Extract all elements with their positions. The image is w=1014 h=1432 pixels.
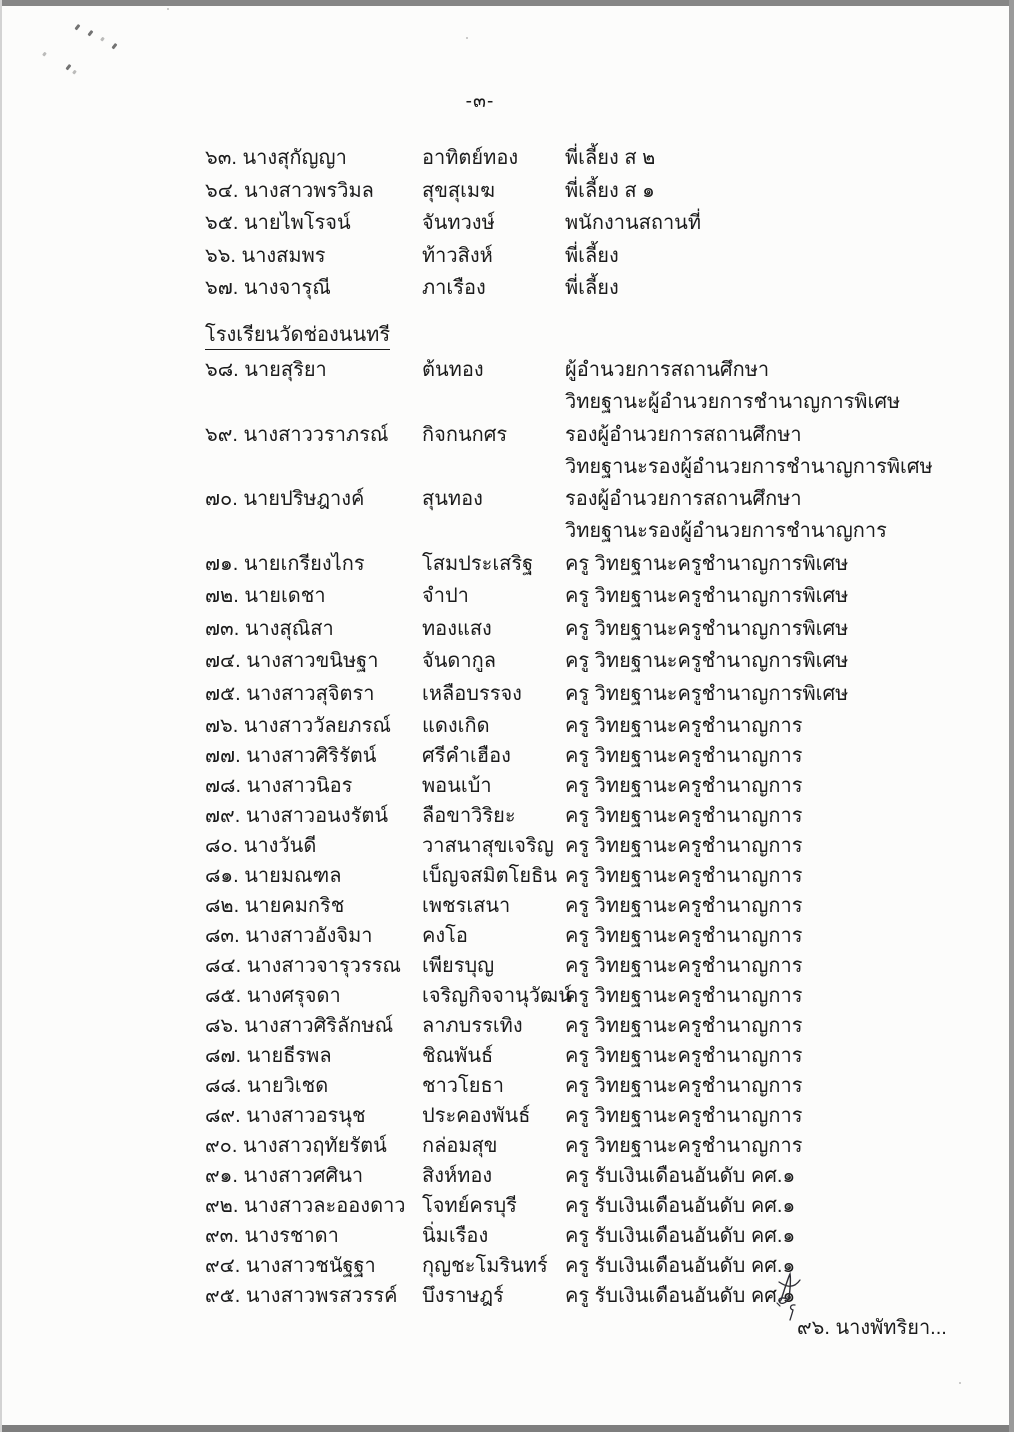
table-row (205, 773, 965, 803)
surname-cell: ลาภบรรเทิง (422, 1015, 523, 1037)
table-row (205, 486, 965, 551)
row-number: ๖๗. (205, 277, 239, 299)
name-cell (205, 145, 347, 171)
row-number: ๘๘. (205, 1075, 242, 1097)
pencil-mark (87, 30, 93, 36)
position-line-1: ครู วิทยฐานะครูชำนาญการ (565, 745, 803, 767)
table-row (205, 1013, 965, 1043)
name-cell (205, 178, 374, 204)
name-cell (205, 1253, 376, 1279)
first-name: นางสาวอรนุช (246, 1105, 366, 1127)
position-line-1: ครู วิทยฐานะครูชำนาญการ (565, 1015, 803, 1037)
position-line-2: วิทยฐานะรองผู้อำนวยการชำนาญการ (565, 520, 887, 543)
scan-edge-left (0, 0, 2, 1432)
table-row (205, 681, 965, 714)
surname-cell: ภาเรือง (422, 277, 486, 299)
table-row (205, 178, 965, 211)
position-line-1: รองผู้อำนวยการสถานศึกษา (565, 423, 802, 446)
surname-cell: ชิณพันธ์ (422, 1045, 494, 1067)
position-line-1: ครู วิทยฐานะครูชำนาญการ (565, 1105, 803, 1127)
name-cell (205, 1193, 406, 1219)
position-cell (565, 1043, 802, 1069)
name-cell (205, 833, 316, 859)
first-name: นางสาวจารุวรรณ (246, 955, 401, 977)
position-cell (565, 486, 887, 551)
surname-cell: คงโอ (422, 925, 468, 947)
first-name: นายไพโรจน์ (243, 212, 351, 234)
position-cell (565, 648, 848, 674)
row-number: ๘๖. (205, 1015, 239, 1037)
name-cell (205, 713, 391, 739)
surname-cell: แดงเกิด (422, 715, 490, 737)
first-name: นางสาววราภรณ์ (243, 423, 389, 446)
position-cell (565, 773, 802, 799)
position-line-1: รองผู้อำนวยการสถานศึกษา (565, 488, 802, 510)
name-cell (205, 1013, 393, 1039)
surname-cell: จันดากูล (422, 650, 496, 672)
first-name: นางสาวฤทัยรัตน์ (242, 1135, 387, 1157)
first-name: นายสุริยา (244, 359, 327, 381)
surname-cell: ศรีคำเฮือง (422, 745, 511, 767)
position-cell (565, 863, 802, 889)
table-row (205, 1103, 965, 1133)
page-number: -๓- (465, 91, 495, 112)
surname-cell: เพชรเสนา (422, 895, 511, 917)
staff-list-top (205, 145, 965, 308)
pencil-mark (100, 37, 104, 42)
position-line-1: ครู วิทยฐานะครูชำนาญการ (565, 835, 803, 857)
position-cell (565, 357, 900, 422)
first-name: นายปริษฎางค์ (243, 488, 365, 510)
name-cell (205, 551, 365, 577)
table-row (205, 923, 965, 953)
table-row (205, 1193, 965, 1223)
name-cell (205, 357, 327, 383)
name-cell (205, 1073, 328, 1099)
table-row (205, 616, 965, 649)
name-cell (205, 275, 331, 301)
position-line-1: ครู วิทยฐานะครูชำนาญการพิเศษ (565, 552, 849, 575)
first-name: นางสุกัญญา (242, 147, 347, 169)
surname-cell: จำปา (422, 585, 469, 607)
position-line-1: ครู วิทยฐานะครูชำนาญการ (565, 1075, 803, 1097)
first-name: นางสาวพรสวรรค์ (245, 1285, 398, 1307)
name-cell (205, 773, 352, 799)
first-name: นายคมกริช (244, 895, 345, 917)
position-line-1: ครู รับเงินเดือนอันดับ คศ.๑ (565, 1225, 796, 1247)
name-cell (205, 1163, 363, 1189)
position-cell (565, 983, 802, 1009)
position-cell (565, 713, 802, 739)
row-number: ๘๕. (205, 985, 242, 1007)
table-row (205, 833, 965, 863)
position-line-1: พี่เลี้ยง (565, 277, 619, 299)
row-number: ๘๒. (205, 895, 240, 917)
section-header-school (205, 322, 390, 350)
school-name: โรงเรียนวัดช่องนนทรี (205, 322, 390, 350)
first-name: นางสาวนิอร (246, 775, 353, 797)
row-number: ๘๐. (205, 835, 239, 857)
name-cell (205, 616, 334, 642)
position-line-1: ครู วิทยฐานะครูชำนาญการ (565, 985, 803, 1007)
surname-cell: ท้าวสิงห์ (422, 244, 493, 267)
row-number: ๗๓. (205, 617, 240, 640)
first-name: นางสาวอนงรัตน์ (245, 805, 388, 827)
position-cell (565, 1103, 802, 1129)
surname-cell: สิงห์ทอง (422, 1165, 493, 1187)
position-cell (565, 1253, 795, 1279)
table-row (205, 1253, 965, 1283)
table-row (205, 893, 965, 923)
position-line-1: ครู วิทยฐานะครูชำนาญการ (565, 1135, 803, 1157)
table-row (205, 357, 965, 422)
position-line-1: ครู วิทยฐานะครูชำนาญการ (565, 775, 803, 797)
name-cell (205, 486, 364, 512)
first-name: นางสาววัลยภรณ์ (243, 715, 391, 737)
pencil-mark (72, 70, 76, 75)
surname-cell: ชาวโยธา (422, 1075, 504, 1097)
position-line-1: ครู รับเงินเดือนอันดับ คศ.๑ (565, 1165, 796, 1187)
name-cell (205, 648, 378, 674)
table-row (205, 243, 965, 276)
first-name: นางสาวศศินา (243, 1165, 364, 1187)
first-name: นางสุณิสา (244, 617, 334, 640)
continuation-note: ๙๖. นางพัทริยา... (797, 1317, 947, 1339)
first-name: นายเกรียงไกร (243, 552, 365, 575)
position-line-1: ครู วิทยฐานะครูชำนาญการพิเศษ (565, 585, 849, 607)
table-row (205, 983, 965, 1013)
position-line-1: ครู วิทยฐานะครูชำนาญการ (565, 805, 803, 827)
table-row (205, 210, 965, 243)
name-cell (205, 893, 344, 919)
table-row (205, 551, 965, 584)
position-line-1: ครู วิทยฐานะครูชำนาญการพิเศษ (565, 617, 849, 640)
position-cell (565, 803, 802, 829)
row-number: ๗๙. (205, 805, 241, 827)
position-line-1: พี่เลี้ยง (565, 244, 619, 267)
surname-cell: อาทิตย์ทอง (422, 147, 519, 169)
position-cell (565, 243, 619, 269)
position-cell (565, 1073, 802, 1099)
first-name: นางสาวอังจิมา (245, 925, 373, 947)
first-name: นางวันดี (243, 835, 317, 857)
surname-cell: ต้นทอง (422, 359, 484, 381)
position-line-1: พี่เลี้ยง ส ๒ (565, 147, 656, 169)
surname-cell: เบ็ญจสมิตโยธิน (422, 865, 558, 887)
table-row (205, 275, 965, 308)
row-number: ๘๔. (205, 955, 242, 977)
pencil-mark (111, 43, 117, 49)
first-name: นายเดชา (244, 585, 326, 607)
position-line-1: ครู วิทยฐานะครูชำนาญการ (565, 865, 803, 887)
surname-cell: จันทวงษ์ (422, 212, 495, 234)
position-cell (565, 616, 848, 642)
position-cell (565, 1283, 795, 1309)
position-cell (565, 145, 655, 171)
table-row (205, 953, 965, 983)
row-number: ๗๔. (205, 650, 241, 672)
position-cell (565, 893, 802, 919)
surname-cell: เจริญกิจจานุวัฒน์ (422, 985, 572, 1007)
surname-cell: บึงราษฎร์ (422, 1285, 504, 1307)
row-number: ๘๓. (205, 925, 240, 947)
position-cell (565, 743, 802, 769)
position-cell (565, 681, 848, 707)
name-cell (205, 953, 401, 979)
first-name: นางสาวชนัฐฐา (245, 1255, 376, 1277)
pencil-mark (959, 1382, 961, 1384)
table-row (205, 145, 965, 178)
pencil-mark (65, 64, 71, 70)
position-cell (565, 422, 933, 487)
position-line-1: ครู วิทยฐานะครูชำนาญการ (565, 895, 803, 917)
row-number: ๗๑. (205, 552, 239, 575)
pencil-mark (167, 8, 169, 10)
first-name: นางสาวศิริลักษณ์ (244, 1015, 394, 1037)
scan-edge-bottom (0, 1425, 1014, 1432)
row-number: ๙๒. (205, 1195, 239, 1217)
row-number: ๖๘. (205, 359, 239, 381)
position-line-1: ครู รับเงินเดือนอันดับ คศ.๑ (565, 1195, 796, 1217)
position-cell (565, 1163, 795, 1189)
name-cell (205, 422, 389, 448)
position-cell (565, 1193, 795, 1219)
name-cell (205, 983, 341, 1009)
position-cell (565, 178, 655, 204)
table-row (205, 743, 965, 773)
first-name: นายมณฑล (244, 865, 342, 887)
position-cell (565, 953, 802, 979)
surname-cell: สุนทอง (422, 488, 483, 510)
name-cell (205, 243, 326, 269)
surname-cell: เพียรบุญ (422, 955, 495, 977)
first-name: นางสาวละอองดาว (243, 1195, 406, 1217)
first-name: นางสาวศิริรัตน์ (246, 745, 377, 767)
first-name: นางสาวสุจิตรา (246, 682, 375, 705)
surname-cell: ประคองพันธ์ (422, 1105, 531, 1127)
table-row (205, 648, 965, 681)
position-line-1: ครู วิทยฐานะครูชำนาญการ (565, 955, 803, 977)
table-row (205, 422, 965, 487)
name-cell (205, 803, 388, 829)
row-number: ๗๐. (205, 488, 238, 510)
row-number: ๖๔. (205, 179, 239, 202)
name-cell (205, 210, 351, 236)
first-name: นายธีรพล (246, 1045, 332, 1067)
table-row (205, 583, 965, 616)
name-cell (205, 923, 372, 949)
surname-cell: พอนเบ้า (422, 775, 492, 797)
row-number: ๗๗. (205, 745, 241, 767)
position-cell (565, 923, 802, 949)
position-cell (565, 1133, 802, 1159)
surname-cell: โสมประเสริฐ (422, 552, 534, 575)
pencil-mark (42, 52, 46, 57)
position-cell (565, 275, 619, 301)
surname-cell: โจทย์ครบุรี (422, 1195, 517, 1217)
position-line-1: ครู รับเงินเดือนอันดับ คศ.๑ (565, 1255, 796, 1277)
surname-cell: กุญชะโมรินทร์ (422, 1255, 548, 1277)
row-number: ๖๕. (205, 212, 239, 234)
row-number: ๖๙. (205, 423, 238, 446)
row-number: ๖๓. (205, 147, 237, 169)
staff-list-school (205, 357, 965, 1313)
first-name: นางรชาดา (244, 1225, 339, 1247)
table-row (205, 1073, 965, 1103)
pencil-mark (74, 24, 80, 30)
first-name: นางสมพร (241, 244, 326, 267)
surname-cell: นิ่มเรือง (422, 1225, 489, 1247)
name-cell (205, 681, 375, 707)
first-name: นางสาวขนิษฐา (246, 650, 379, 672)
surname-cell: กิจกนกศร (422, 423, 508, 446)
name-cell (205, 1283, 397, 1309)
position-line-1: ครู วิทยฐานะครูชำนาญการพิเศษ (565, 650, 849, 672)
position-line-1: ครู วิทยฐานะครูชำนาญการ (565, 1045, 803, 1067)
row-number: ๙๑. (205, 1165, 238, 1187)
pencil-mark (466, 37, 468, 39)
name-cell (205, 583, 326, 609)
position-line-1: ครู วิทยฐานะครูชำนาญการ (565, 715, 803, 737)
position-line-1: ครู วิทยฐานะครูชำนาญการ (565, 925, 803, 947)
position-cell (565, 833, 802, 859)
position-line-1: ครู รับเงินเดือนอันดับ คศ.๑ (565, 1285, 796, 1307)
scan-edge-top (0, 0, 1014, 6)
row-number: ๙๓. (205, 1225, 239, 1247)
name-cell (205, 1103, 366, 1129)
name-cell (205, 1133, 387, 1159)
row-number: ๗๕. (205, 682, 241, 705)
table-row (205, 1133, 965, 1163)
name-cell (205, 1223, 339, 1249)
table-row (205, 1043, 965, 1073)
row-number: ๘๗. (205, 1045, 242, 1067)
table-row (205, 1283, 965, 1313)
position-line-2: วิทยฐานะรองผู้อำนวยการชำนาญการพิเศษ (565, 455, 933, 478)
row-number: ๗๒. (205, 585, 239, 607)
surname-cell: กล่อมสุข (422, 1135, 498, 1157)
row-number: ๙๔. (205, 1255, 241, 1277)
row-number: ๘๙. (205, 1105, 241, 1127)
position-cell (565, 210, 701, 236)
position-line-1: พี่เลี้ยง ส ๑ (565, 179, 655, 202)
first-name: นายวิเชด (246, 1075, 329, 1097)
table-row (205, 713, 965, 743)
first-name: นางสาวพรวิมล (243, 179, 374, 202)
position-cell (565, 551, 848, 577)
surname-cell: สุขสุเมฆ (422, 179, 495, 202)
surname-cell: ลือขาวิริยะ (422, 805, 516, 827)
table-row (205, 1163, 965, 1193)
first-name: นางศรุจดา (246, 985, 341, 1007)
name-cell (205, 743, 376, 769)
first-name: นางจารุณี (243, 277, 331, 299)
name-cell (205, 863, 341, 889)
row-number: ๗๖. (205, 715, 239, 737)
table-row (205, 1223, 965, 1253)
row-number: ๗๘. (205, 775, 242, 797)
position-line-2: วิทยฐานะผู้อำนวยการชำนาญการพิเศษ (565, 391, 901, 414)
row-number: ๖๖. (205, 244, 236, 267)
position-cell (565, 583, 848, 609)
position-line-1: พนักงานสถานที่ (565, 212, 702, 234)
row-number: ๘๑. (205, 865, 239, 887)
surname-cell: ทองแสง (422, 617, 492, 640)
scan-edge-right (1009, 0, 1014, 1432)
position-line-1: ผู้อำนวยการสถานศึกษา (565, 359, 770, 381)
position-line-1: ครู วิทยฐานะครูชำนาญการพิเศษ (565, 682, 849, 705)
row-number: ๙๐. (205, 1135, 238, 1157)
position-cell (565, 1013, 802, 1039)
name-cell (205, 1043, 332, 1069)
row-number: ๙๕. (205, 1285, 241, 1307)
surname-cell: เหลือบรรจง (422, 682, 522, 705)
table-row (205, 863, 965, 893)
surname-cell: วาสนาสุขเจริญ (422, 835, 554, 857)
table-row (205, 803, 965, 833)
position-cell (565, 1223, 795, 1249)
